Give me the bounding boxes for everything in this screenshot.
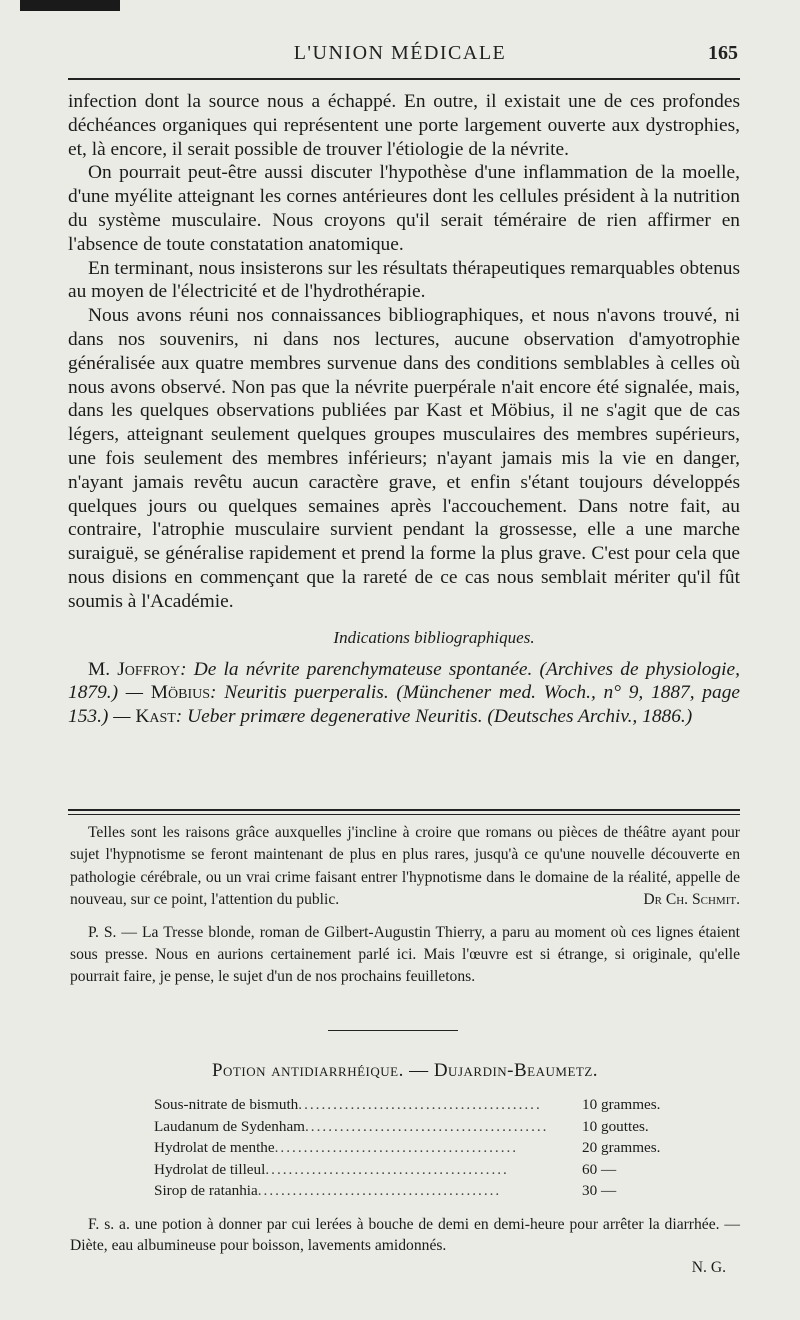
biblio-author: Kast: [135, 706, 176, 728]
bibliography-heading: Indications bibliographiques.: [333, 627, 535, 647]
feuilleton: [70, 822, 740, 989]
ingredient-quantity: 30 —: [582, 1182, 617, 1200]
ingredient-quantity: 10 gouttes.: [582, 1117, 649, 1135]
postscript: P. S. — La Tresse blonde, roman de Gilbert-Augustin Thierry, a paru au moment où ces lignes étaient sous presse. Nous en aurions certainement parlé ici. Mais l'œuvre est si étrange, si originale, qu'elle pourrait faire, je pense, le sujet d'un de nos prochains feuilletons.: [70, 923, 740, 986]
ingredient-name: Hydrolat de tilleul: [154, 1160, 266, 1178]
article-body: [68, 90, 740, 729]
author-signature: Dr Ch. Schmit.: [643, 891, 740, 909]
ingredient-quantity: 60 —: [582, 1160, 617, 1178]
feuilleton-text: Telles sont les raisons grâce auxquelles j'incline à croire que romans ou pièces de théâtre ayant pour sujet l'hypnotisme se feront maintenant de plus en plus rares, jusqu'à ce qu'une nouvelle découverte en pathologie cérébrale, ou un vrai crime faisant entrer l'hypnotisme dans le domaine de la réalité, appelle de nouveau, sur ce point, l'attention du public.: [70, 824, 740, 909]
biblio-reference: : Neuritis puerperalis. (Münchener med. Woch., n° 9, 1887, page 153.) —: [68, 682, 740, 728]
ingredient-list: [154, 1094, 676, 1202]
leader-dots: ..........................................: [274, 1139, 519, 1157]
feuilleton-rule-top: [68, 809, 740, 811]
leader-dots: ..........................................: [305, 1117, 549, 1135]
paragraph: Nous avons réuni nos connaissances bibliographiques, et nous n'avons trouvé, ni dans nos souvenirs, ni dans nos lectures, aucune observation d'amyotrophie généralisée aux quatre membres survenue dans des conditions semblables à celles où nous avons observé. Non pas que la névrite puerpérale n'ait encore été signalée, mais, dans les quelques observations publiées par Kast et Möbius, il ne s'agit que de cas légers, atteignant seulement quelques groupes musculaires des membres supérieurs, une fois seulement des membres inférieurs; n'ayant jamais mis la vie en danger, n'ayant jamais revêtu aucun caractère grave, et enfin s'étant toujours développés quelques jours ou quelques semaines après l'accouchement. Dans notre fait, au contraire, l'atrophie musculaire survient pendant la grossesse, elle a une marche suraiguë, se généralise rapidement et prend la forme la plus grave. C'est pour cela que nous disions en commençant que la rareté de ce cas nous semblait mériter qu'il fût soumis à l'Académie.: [68, 305, 740, 612]
feuilleton-rule-bottom: [68, 814, 740, 815]
biblio-author: M. Joffroy: [88, 658, 181, 680]
biblio-author: Möbius: [150, 682, 211, 704]
ingredient-name: Sirop de ratanhia: [154, 1182, 258, 1200]
ingredient-quantity: 20 grammes.: [582, 1139, 661, 1157]
ingredient-row: [154, 1116, 676, 1138]
ingredient-row: [154, 1159, 676, 1181]
leader-dots: ..........................................: [265, 1160, 509, 1178]
ingredient-row: [154, 1180, 676, 1202]
section-divider: [328, 1030, 458, 1031]
potion-recipe: [70, 1060, 740, 1279]
paragraph: On pourrait peut-être aussi discuter l'hypothèse d'une inflammation de la moelle, d'une myélite atteignant les cornes antérieures dont les cellules président à la nutrition du système musculaire. Nous croyons qu'il serait téméraire de rien affirmer en l'absence de toute constatation anatomique.: [68, 162, 740, 255]
biblio-reference: : Ueber primære degenerative Neuritis. (Deutsches Archiv., 1886.): [175, 706, 693, 728]
ingredient-quantity: 10 grammes.: [582, 1096, 661, 1113]
page-number: 165: [708, 42, 738, 64]
ingredient-row: [154, 1137, 676, 1159]
recipe-title: Potion antidiarrhéique. — Dujardin-Beaumetz.: [211, 1060, 599, 1081]
ingredient-name: Hydrolat de menthe: [154, 1139, 275, 1157]
paragraph: En terminant, nous insisterons sur les résultats thérapeutiques remarquables obtenus au moyen de l'électricité et de l'hydrothérapie.: [68, 257, 740, 303]
bibliography-entries: [68, 658, 740, 729]
paragraph: infection dont la source nous a échappé. En outre, il existait une de ces profondes déchéances organiques qui représentent une porte largement ouverte aux dystrophies, et, là encore, il serait possible de trouver l'étiologie de la névrite.: [68, 91, 740, 160]
feuilleton-paragraph: [70, 822, 740, 912]
ingredient-row: [154, 1094, 676, 1116]
recipe-instructions: F. s. a. une potion à donner par cui lerées à bouche de demi en demi-heure pour arrêter la diarrhée. — Diète, eau albumineuse pour boisson, lavements amidonnés.: [70, 1215, 740, 1255]
header-rule: [68, 78, 740, 80]
recipe-initials: N. G.: [691, 1258, 726, 1276]
leader-dots: ..........................................: [257, 1182, 502, 1200]
ingredient-name: Laudanum de Sydenham: [154, 1117, 305, 1135]
running-header: [0, 42, 800, 72]
journal-title: L'UNION MÉDICALE: [293, 42, 507, 64]
biblio-reference: : De la névrite parenchymateuse spontanée. (Archives de physiologie, 1879.) —: [68, 658, 741, 704]
leader-dots: ..........................................: [298, 1096, 542, 1113]
scan-corner-mark: [20, 0, 120, 11]
ingredient-name: Sous-nitrate de bismuth: [154, 1096, 299, 1113]
